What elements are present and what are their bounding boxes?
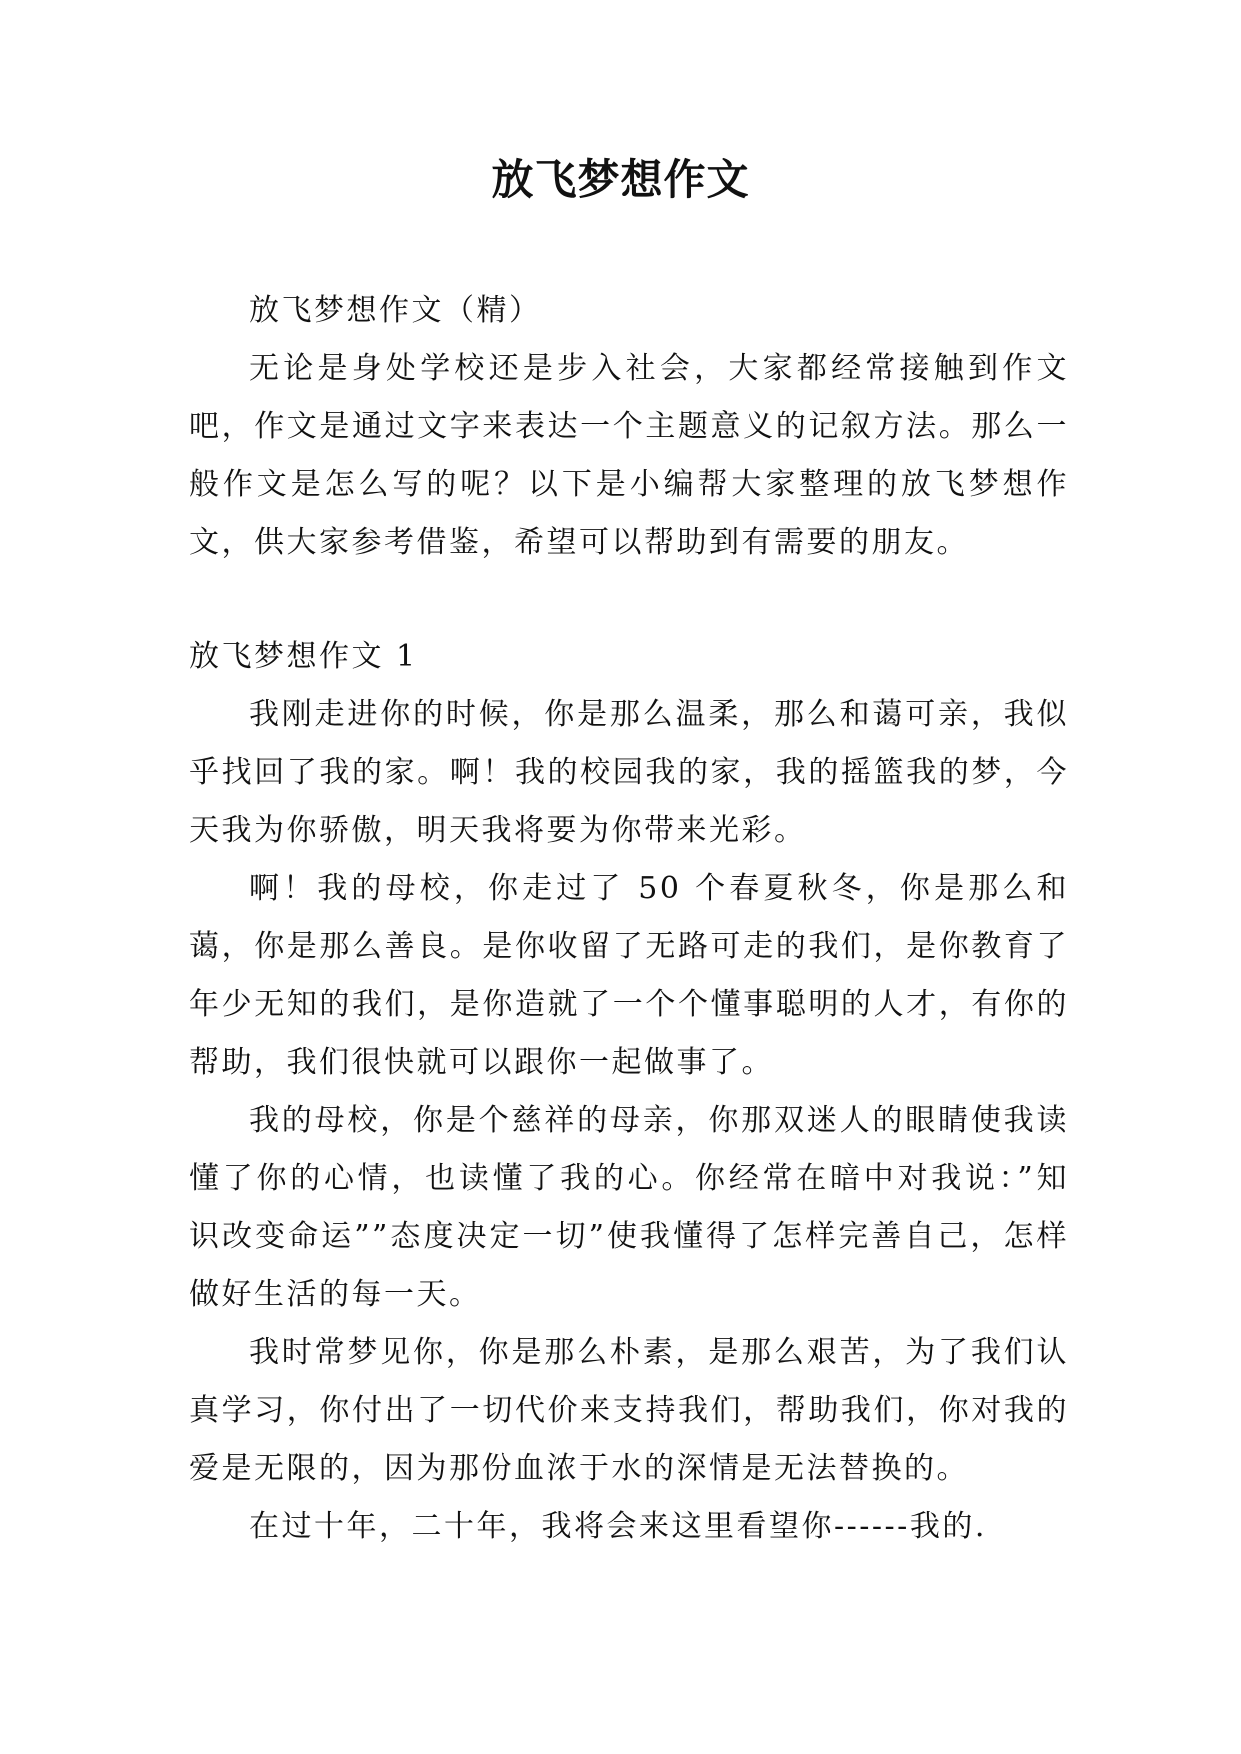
body-paragraph: 在过十年，二十年，我将会来这里看望你------我的. (249, 1509, 987, 1544)
body-paragraph: 我刚走进你的时候，你是那么温柔，那么和蔼可亲，我似乎找回了我的家。啊！我的校园我的家，我的摇篮我的梦，今天我为你骄傲，明天我将要为你带来光彩。 (189, 697, 1069, 848)
document-title: 放飞梦想作文 (491, 155, 750, 204)
subtitle-paragraph: 放飞梦想作文（精） (249, 293, 542, 328)
body-paragraph: 我的母校，你是个慈祥的母亲，你那双迷人的眼睛使我读懂了你的心情，也读懂了我的心。你经常在暗中对我说：”知识改变命运””态度决定一切”使我懂得了怎样完善自己，怎样做好生活的每一天。 (189, 1103, 1069, 1312)
body-paragraph: 我时常梦见你，你是那么朴素，是那么艰苦，为了我们认真学习，你付出了一切代价来支持我们，帮助我们，你对我的爱是无限的，因为那份血浓于水的深情是无法替换的。 (189, 1335, 1069, 1486)
document-body (189, 282, 1069, 1556)
body-paragraph: 啊！我的母校，你走过了 50 个春夏秋冬，你是那么和蔼，你是那么善良。是你收留了无路可走的我们，是你教育了年少无知的我们，是你造就了一个个懂事聪明的人才，有你的帮助，我们很快就可以跟你一起做事了。 (189, 871, 1069, 1080)
intro-paragraph: 无论是身处学校还是步入社会，大家都经常接触到作文吧，作文是通过文字来表达一个主题意义的记叙方法。那么一般作文是怎么写的呢？以下是小编帮大家整理的放飞梦想作文，供大家参考借鉴，希望可以帮助到有需要的朋友。 (189, 351, 1069, 560)
section-heading: 放飞梦想作文 1 (189, 639, 418, 674)
